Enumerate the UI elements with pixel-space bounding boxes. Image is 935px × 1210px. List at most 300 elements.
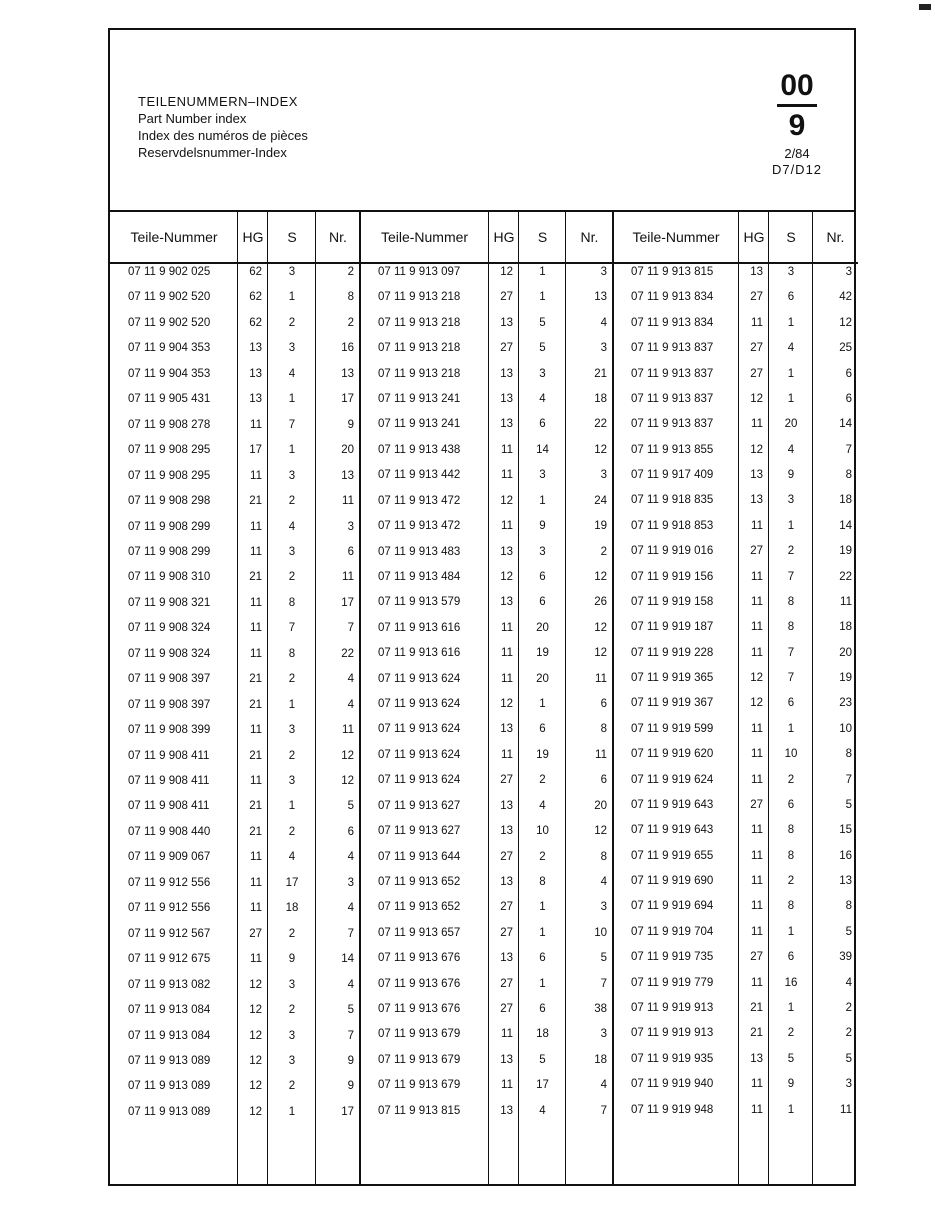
s-cell: 4	[288, 520, 296, 533]
part-number-cell: 07 11 9 908 278	[128, 418, 211, 431]
s-cell: 1	[539, 977, 546, 990]
hg-cell: 27	[500, 850, 513, 863]
hg-cell: 13	[500, 418, 513, 431]
s-cell: 2	[288, 316, 296, 329]
nr-cell: 14	[839, 519, 852, 532]
part-number-cell: 07 11 9 913 218	[378, 316, 461, 329]
part-number-cell: 07 11 9 908 321	[128, 596, 211, 609]
hg-cell: 11	[751, 1103, 763, 1116]
s-cell: 4	[288, 851, 296, 864]
s-cell: 3	[288, 724, 296, 737]
s-cell: 2	[539, 774, 546, 787]
nr-cell: 12	[594, 570, 607, 583]
hg-cell: 13	[249, 342, 262, 355]
part-number-cell: 07 11 9 908 310	[128, 571, 211, 584]
hg-cell: 27	[750, 342, 763, 355]
s-cell: 20	[536, 621, 549, 634]
hg-cell: 11	[250, 775, 262, 787]
hg-cell: 27	[500, 291, 513, 304]
nr-cell: 18	[839, 494, 852, 507]
s-cell: 2	[288, 495, 296, 508]
part-number-cell: 07 11 9 919 367	[631, 697, 714, 710]
s-cell: 1	[539, 494, 546, 507]
nr-cell: 8	[600, 850, 607, 863]
part-number-cell: 07 11 9 913 679	[378, 1079, 461, 1092]
hg-cell: 11	[501, 469, 513, 482]
nr-cell: 4	[600, 316, 607, 329]
column-header-s: S	[519, 212, 566, 264]
nr-cell: 18	[839, 621, 852, 634]
part-number-cell: 07 11 9 913 679	[378, 1053, 461, 1066]
part-number-cell: 07 11 9 913 218	[378, 367, 461, 380]
s-cell: 6	[539, 723, 546, 736]
nr-cell: 9	[347, 418, 354, 431]
hg-cell: 13	[750, 494, 763, 507]
part-number-cell: 07 11 9 912 556	[128, 876, 211, 889]
s-cell: 3	[787, 266, 795, 278]
nr-cell: 2	[845, 1002, 852, 1014]
s-cell: 18	[285, 902, 299, 915]
hg-cell: 13	[500, 825, 513, 838]
part-number-cell: 07 11 9 912 556	[128, 902, 211, 915]
s-cell: 5	[539, 1053, 546, 1066]
hg-cell: 12	[750, 697, 763, 710]
column-header-s: S	[268, 212, 316, 264]
nr-cell: 6	[600, 774, 607, 787]
nr-cell: 12	[594, 825, 607, 838]
nr-cell: 22	[594, 418, 607, 431]
s-cell: 6	[787, 291, 795, 304]
s-cell: 1	[787, 392, 795, 405]
nr-cell: 4	[347, 902, 354, 915]
part-number-cell: 07 11 9 919 779	[631, 976, 714, 989]
s-cell: 2	[787, 773, 795, 786]
part-number-cell: 07 11 9 913 579	[378, 596, 461, 609]
nr-cell: 2	[845, 1027, 852, 1040]
s-cell: 3	[787, 494, 795, 507]
s-cell: 9	[288, 953, 296, 966]
part-number-cell: 07 11 9 908 324	[128, 622, 211, 635]
hg-cell: 12	[249, 1080, 262, 1093]
part-number-cell: 07 11 9 908 440	[128, 825, 211, 838]
s-cell: 1	[539, 266, 546, 278]
part-number-cell: 07 11 9 913 472	[378, 520, 461, 533]
nr-cell: 20	[839, 646, 852, 659]
s-cell: 8	[539, 875, 546, 888]
hg-cell: 11	[250, 647, 262, 660]
nr-cell: 10	[594, 926, 607, 939]
s-cell: 20	[784, 418, 798, 431]
nr-cell: 2	[347, 316, 354, 329]
nr-cell: 24	[594, 494, 607, 507]
part-number-cell: 07 11 9 913 815	[378, 1104, 461, 1117]
nr-cell: 5	[600, 952, 607, 965]
hg-cell: 11	[751, 925, 763, 938]
s-cell: 2	[288, 673, 296, 686]
s-cell: 1	[539, 901, 546, 914]
nr-cell: 4	[347, 673, 354, 686]
part-number-cell: 07 11 9 919 624	[631, 773, 714, 786]
s-cell: 20	[536, 672, 549, 685]
model-designation: D7/D12	[771, 162, 823, 177]
s-cell: 16	[784, 976, 798, 989]
s-cell: 1	[539, 698, 546, 711]
hg-cell: 11	[250, 622, 262, 635]
part-number-cell: 07 11 9 913 627	[378, 799, 461, 812]
hg-cell: 12	[249, 1054, 262, 1067]
s-cell: 4	[288, 367, 296, 380]
s-cell: 1	[787, 316, 795, 329]
hg-cell: 11	[751, 1078, 763, 1091]
nr-cell: 14	[341, 953, 354, 966]
nr-cell: 19	[839, 672, 852, 685]
s-cell: 1	[288, 291, 296, 304]
nr-cell: 23	[839, 697, 852, 710]
nr-cell: 11	[342, 571, 354, 584]
nr-cell: 19	[839, 545, 852, 558]
s-cell: 1	[787, 1103, 795, 1116]
part-number-cell: 07 11 9 913 218	[378, 291, 461, 304]
part-number-cell: 07 11 9 913 616	[378, 621, 461, 634]
column-header-s: S	[769, 212, 813, 264]
part-number-cell: 07 11 9 919 228	[631, 646, 714, 659]
nr-cell: 4	[347, 698, 354, 711]
hg-cell: 21	[249, 571, 262, 584]
column-header-nr: Nr.	[566, 212, 613, 264]
part-number-cell: 07 11 9 918 835	[631, 494, 714, 507]
part-number-cell: 07 11 9 919 690	[631, 875, 714, 888]
part-number-cell: 07 11 9 919 187	[631, 621, 714, 634]
nr-cell: 13	[839, 875, 852, 888]
s-cell: 7	[787, 570, 795, 583]
part-number-cell: 07 11 9 913 438	[378, 443, 461, 456]
part-number-cell: 07 11 9 909 067	[128, 851, 211, 864]
s-cell: 4	[787, 443, 795, 456]
part-number-cell: 07 11 9 913 089	[128, 1054, 211, 1067]
part-number-cell: 07 11 9 913 241	[378, 418, 461, 431]
s-cell: 1	[787, 1002, 795, 1014]
hg-cell: 11	[501, 1028, 513, 1041]
hg-cell: 13	[750, 1052, 763, 1065]
part-number-cell: 07 11 9 919 156	[631, 570, 714, 583]
nr-cell: 26	[594, 596, 607, 609]
nr-cell: 18	[594, 1053, 607, 1066]
column-header-hg: HG	[489, 212, 519, 264]
s-cell: 6	[539, 1003, 546, 1016]
hg-cell: 11	[751, 976, 763, 989]
s-cell: 1	[539, 291, 546, 304]
s-cell: 1	[539, 926, 546, 939]
hg-cell: 12	[500, 494, 513, 507]
nr-cell: 10	[839, 722, 852, 735]
part-number-cell: 07 11 9 913 624	[378, 698, 461, 711]
s-cell: 6	[539, 418, 546, 431]
nr-cell: 8	[600, 723, 607, 736]
hg-cell: 11	[501, 672, 513, 685]
hg-cell: 13	[249, 393, 262, 406]
part-number-cell: 07 11 9 913 097	[378, 266, 461, 278]
part-number-cell: 07 11 9 913 855	[631, 443, 714, 456]
hg-cell: 11	[751, 748, 763, 761]
part-number-cell: 07 11 9 919 158	[631, 595, 714, 608]
group-indicator	[762, 70, 832, 178]
part-number-cell: 07 11 9 913 089	[128, 1080, 211, 1093]
part-number-cell: 07 11 9 913 084	[128, 1029, 211, 1042]
hg-cell: 12	[750, 392, 763, 405]
nr-cell: 42	[839, 291, 852, 304]
s-cell: 1	[787, 519, 795, 532]
s-cell: 3	[539, 545, 546, 558]
page-header	[110, 30, 854, 212]
s-cell: 8	[787, 621, 795, 634]
part-number-cell: 07 11 9 913 834	[631, 316, 714, 329]
part-number-cell: 07 11 9 913 484	[378, 570, 461, 583]
hg-cell: 11	[501, 520, 513, 533]
hg-cell: 11	[250, 953, 262, 966]
column-header-nr: Nr.	[316, 212, 360, 264]
nr-cell: 8	[845, 748, 852, 761]
part-number-cell: 07 11 9 913 679	[378, 1028, 461, 1041]
nr-cell: 2	[600, 545, 607, 558]
hg-cell: 11	[751, 646, 763, 659]
part-number-cell: 07 11 9 912 567	[128, 927, 211, 940]
hg-cell: 21	[249, 495, 262, 508]
column-header-hg: HG	[739, 212, 769, 264]
hg-cell: 13	[500, 799, 513, 812]
part-number-cell: 07 11 9 913 218	[378, 342, 461, 355]
hg-cell: 11	[751, 519, 763, 532]
part-number-cell: 07 11 9 908 397	[128, 673, 211, 686]
part-number-cell: 07 11 9 913 624	[378, 672, 461, 685]
part-number-cell: 07 11 9 917 409	[631, 469, 714, 482]
s-cell: 10	[536, 825, 549, 838]
hg-cell: 13	[500, 545, 513, 558]
s-cell: 5	[539, 316, 546, 329]
nr-cell: 16	[341, 342, 354, 355]
nr-cell: 3	[845, 1078, 852, 1091]
issue-date: 2/84	[784, 146, 810, 161]
hg-cell: 62	[249, 316, 262, 329]
s-cell: 6	[787, 798, 795, 811]
part-number-cell: 07 11 9 913 657	[378, 926, 461, 939]
hg-cell: 11	[250, 545, 262, 558]
part-number-cell: 07 11 9 918 853	[631, 519, 714, 532]
part-number-cell: 07 11 9 919 948	[631, 1103, 714, 1116]
hg-cell: 12	[500, 266, 513, 278]
part-number-cell: 07 11 9 913 815	[631, 266, 714, 278]
nr-cell: 12	[341, 775, 354, 787]
hg-cell: 27	[500, 774, 513, 787]
nr-cell: 25	[839, 342, 852, 355]
hg-cell: 11	[751, 722, 763, 735]
s-cell: 2	[787, 545, 795, 558]
nr-cell: 18	[594, 393, 607, 406]
hg-cell: 11	[501, 443, 513, 456]
part-number-cell: 07 11 9 913 082	[128, 978, 211, 991]
hg-cell: 13	[500, 723, 513, 736]
nr-cell: 12	[839, 316, 852, 329]
s-cell: 2	[288, 1080, 296, 1093]
part-number-cell: 07 11 9 913 483	[378, 545, 461, 558]
hg-cell: 13	[500, 1053, 513, 1066]
hg-cell: 12	[500, 570, 513, 583]
title-english: Part Number index	[138, 111, 247, 126]
s-cell: 6	[787, 697, 795, 710]
part-number-cell: 07 11 9 919 694	[631, 900, 714, 913]
s-cell: 7	[288, 418, 296, 431]
s-cell: 8	[288, 596, 296, 609]
hg-cell: 11	[501, 621, 513, 634]
s-cell: 9	[539, 520, 546, 533]
part-number-cell: 07 11 9 919 913	[631, 1027, 714, 1040]
s-cell: 2	[787, 1027, 795, 1040]
hg-cell: 21	[249, 800, 262, 813]
hg-cell: 21	[249, 825, 262, 838]
s-cell: 7	[288, 622, 296, 635]
part-number-cell: 07 11 9 908 324	[128, 647, 211, 660]
s-cell: 4	[539, 1104, 546, 1117]
hg-cell: 21	[249, 673, 262, 686]
hg-cell: 11	[751, 621, 763, 634]
nr-cell: 3	[347, 520, 354, 533]
nr-cell: 7	[347, 1029, 354, 1042]
nr-cell: 7	[347, 622, 354, 635]
part-number-cell: 07 11 9 913 676	[378, 952, 461, 965]
hg-cell: 27	[750, 545, 763, 558]
nr-cell: 4	[845, 976, 852, 989]
s-cell: 8	[288, 647, 296, 660]
hg-cell: 11	[751, 316, 763, 329]
part-number-cell: 07 11 9 919 655	[631, 849, 714, 862]
hg-cell: 62	[249, 266, 262, 278]
s-cell: 3	[539, 469, 546, 482]
part-number-cell: 07 11 9 908 411	[128, 775, 210, 787]
s-cell: 1	[288, 800, 296, 813]
hg-cell: 13	[500, 952, 513, 965]
part-number-cell: 07 11 9 913 089	[128, 1105, 211, 1118]
s-cell: 4	[787, 342, 795, 355]
nr-cell: 2	[347, 266, 354, 278]
part-number-cell: 07 11 9 908 397	[128, 698, 211, 711]
s-cell: 5	[539, 342, 546, 355]
part-number-cell: 07 11 9 913 676	[378, 1003, 461, 1016]
column-header-hg: HG	[238, 212, 268, 264]
hg-cell: 11	[501, 1079, 513, 1092]
hg-cell: 12	[249, 1105, 262, 1118]
hg-cell: 13	[249, 367, 262, 380]
part-number-cell: 07 11 9 908 411	[128, 800, 210, 813]
s-cell: 3	[288, 545, 296, 558]
s-cell: 17	[285, 876, 299, 889]
s-cell: 10	[784, 748, 798, 761]
hg-cell: 13	[500, 316, 513, 329]
nr-cell: 5	[347, 800, 354, 813]
part-number-cell: 07 11 9 913 624	[378, 723, 461, 736]
hg-cell: 11	[751, 849, 763, 862]
part-number-cell: 07 11 9 919 620	[631, 748, 714, 761]
part-number-cell: 07 11 9 908 299	[128, 545, 211, 558]
s-cell: 1	[787, 367, 795, 380]
nr-cell: 39	[839, 951, 852, 964]
hg-cell: 27	[750, 798, 763, 811]
nr-cell: 9	[347, 1080, 354, 1093]
nr-cell: 12	[594, 647, 607, 660]
hg-cell: 27	[500, 1003, 513, 1016]
hg-cell: 12	[249, 1004, 262, 1017]
nr-cell: 6	[600, 698, 607, 711]
nr-cell: 7	[347, 927, 354, 940]
part-number-cell: 07 11 9 913 084	[128, 1004, 211, 1017]
s-cell: 2	[288, 825, 296, 838]
part-number-cell: 07 11 9 913 241	[378, 393, 461, 406]
scan-mark	[919, 4, 931, 10]
nr-cell: 17	[341, 596, 354, 609]
s-cell: 1	[787, 925, 795, 938]
s-cell: 18	[536, 1028, 549, 1041]
hg-cell: 11	[501, 748, 513, 761]
s-cell: 6	[539, 952, 546, 965]
s-cell: 6	[787, 951, 795, 964]
title-german: TEILENUMMERN–INDEX	[138, 94, 298, 109]
nr-cell: 7	[600, 1104, 607, 1117]
hg-cell: 27	[500, 926, 513, 939]
nr-cell: 3	[600, 1028, 607, 1041]
part-number-cell: 07 11 9 908 299	[128, 520, 211, 533]
column-header-part-number: Teile-Nummer	[360, 212, 489, 264]
s-cell: 2	[288, 749, 296, 762]
hg-cell: 11	[751, 595, 763, 608]
nr-cell: 11	[342, 495, 354, 508]
hg-cell: 11	[250, 724, 262, 737]
nr-cell: 13	[594, 291, 607, 304]
index-titles	[138, 93, 308, 161]
hg-cell: 13	[500, 393, 513, 406]
hg-cell: 21	[750, 1002, 763, 1014]
part-number-cell: 07 11 9 919 643	[631, 824, 714, 837]
s-cell: 8	[787, 824, 795, 837]
part-number-cell: 07 11 9 908 295	[128, 444, 211, 457]
nr-cell: 6	[347, 545, 354, 558]
nr-cell: 38	[594, 1003, 607, 1016]
s-cell: 3	[288, 266, 296, 278]
hg-cell: 11	[250, 520, 262, 533]
nr-cell: 11	[342, 724, 354, 737]
document-frame	[108, 28, 856, 1186]
s-cell: 3	[539, 367, 546, 380]
nr-cell: 12	[341, 749, 354, 762]
nr-cell: 19	[594, 520, 607, 533]
hg-cell: 27	[500, 901, 513, 914]
hg-cell: 13	[750, 469, 763, 482]
part-number-table	[110, 212, 854, 1184]
part-number-cell: 07 11 9 919 940	[631, 1078, 714, 1091]
column-header-nr: Nr.	[813, 212, 858, 264]
nr-cell: 16	[839, 849, 852, 862]
title-french: Index des numéros de pièces	[138, 128, 308, 143]
part-number-cell: 07 11 9 908 298	[128, 495, 211, 508]
s-cell: 2	[539, 850, 546, 863]
hg-cell: 17	[249, 444, 262, 457]
nr-cell: 5	[347, 1004, 354, 1017]
nr-cell: 20	[594, 799, 607, 812]
part-number-cell: 07 11 9 904 353	[128, 367, 211, 380]
nr-cell: 12	[594, 621, 607, 634]
hg-cell: 11	[751, 773, 763, 786]
part-number-cell: 07 11 9 919 016	[631, 545, 714, 558]
part-number-cell: 07 11 9 919 735	[631, 951, 714, 964]
hg-cell: 11	[250, 851, 262, 864]
hg-cell: 12	[249, 978, 262, 991]
